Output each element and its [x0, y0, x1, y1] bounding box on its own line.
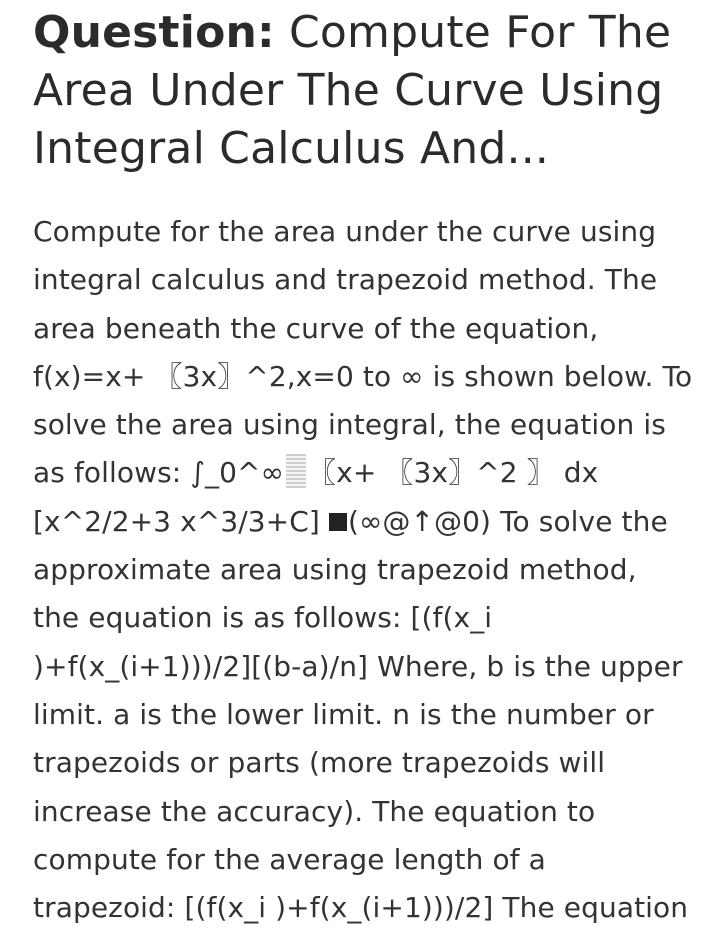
- question-label: Question:: [33, 7, 275, 58]
- body-line: compute for the average length of a: [33, 842, 546, 876]
- missing-glyph-icon: [286, 454, 306, 488]
- black-square-icon: [329, 513, 347, 531]
- body-line: integral calculus and trapezoid method. The: [33, 263, 658, 297]
- limits-text: (∞@↑@0) To solve the: [347, 504, 668, 538]
- body-line: trapezoids or parts (more trapezoids will: [33, 746, 606, 780]
- question-page: [33, 0, 693, 932]
- body-line: the equation is as follows: [(f(x_i: [33, 601, 493, 635]
- body-line-integral: [33, 449, 693, 497]
- body-line: f(x)=x+ 〖3x〗^2,x=0 to ∞ is shown below. To: [33, 359, 693, 393]
- question-title: [33, 4, 693, 178]
- question-body: [33, 208, 693, 932]
- body-line: Compute for the area under the curve using: [33, 215, 657, 248]
- antiderivative-text: [x^2/2+3 x^3/3+C]: [33, 504, 329, 538]
- title-line-3: Integral Calculus And...: [33, 123, 550, 174]
- integral-text: as follows: ∫_0^∞: [33, 456, 285, 490]
- title-line-2: Area Under The Curve Using: [33, 65, 664, 116]
- body-line: increase the accuracy). The equation to: [33, 794, 596, 828]
- body-line: )+f(x_(i+1)))/2][(b-a)/n] Where, b is the upper: [33, 649, 683, 683]
- integrand-text: 〖x+ 〖3x〗^2 〗 dx: [308, 456, 599, 490]
- body-line-antiderivative: [33, 498, 693, 546]
- body-line: area beneath the curve of the equation,: [33, 311, 599, 345]
- body-line: limit. a is the lower limit. n is the number or: [33, 697, 654, 731]
- title-line-1: Compute For The: [274, 7, 672, 58]
- body-line: approximate area using trapezoid method,: [33, 553, 637, 587]
- body-line: solve the area using integral, the equation is: [33, 408, 666, 442]
- body-line: trapezoid: [(f(x_i )+f(x_(i+1)))/2] The equation: [33, 891, 689, 925]
